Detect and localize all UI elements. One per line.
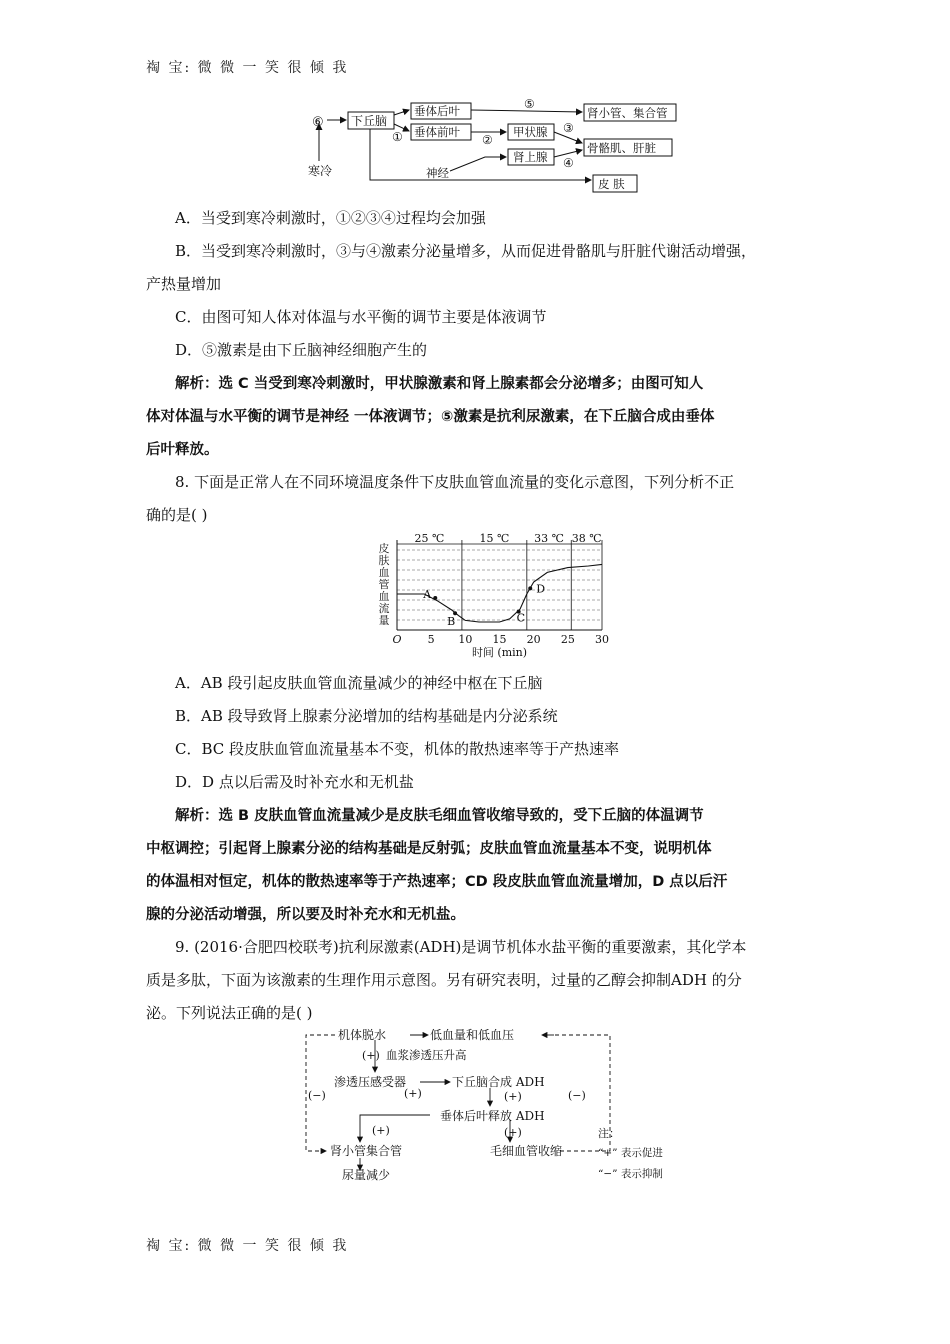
point-label-D: D: [536, 582, 546, 596]
q9-stem-3: 泌。下列说法正确的是( ): [146, 1004, 313, 1022]
x-tick-label: 5: [427, 633, 435, 646]
q8-stem-2: 确的是( ): [146, 506, 208, 524]
osmotic-pressure-label: 血浆渗透压升高: [386, 1048, 467, 1062]
minus-left: (−): [308, 1089, 326, 1102]
note-plus: “+” 表示促进: [598, 1147, 663, 1159]
q7-explanation-2: 体对体温与水平衡的调节是神经 一体液调节；⑤激素是抗利尿激素，在下丘脑合成由垂体: [146, 409, 715, 425]
plus-2: (+): [404, 1087, 422, 1100]
hypothalamus-adh-label: 下丘脑合成 ADH: [452, 1075, 545, 1089]
plus-3: (+): [504, 1090, 522, 1103]
q8-option-d: D．D 点以后需及时补充水和无机盐: [175, 773, 414, 791]
point-label-B: B: [447, 615, 456, 629]
hypothalamus-label: 下丘脑: [351, 114, 388, 128]
y-axis-label-char: 量: [378, 614, 390, 627]
q8-option-a: A．AB 段引起皮肤血管血流量减少的神经中枢在下丘脑: [175, 674, 543, 692]
q8-option-c: C．BC 段皮肤血管血流量基本不变，机体的散热速率等于产热速率: [175, 740, 620, 758]
nerve-label: 神经: [426, 166, 449, 180]
low-blood-volume-label: 低血量和低血压: [430, 1028, 515, 1042]
label-1: ①: [392, 130, 403, 144]
label-3: ③: [563, 121, 574, 135]
label-6: ⑥: [312, 115, 324, 130]
plus-1: (+): [362, 1049, 380, 1062]
q7-option-b: B．当受到寒冷刺激时，③与④激素分泌量增多，从而促进骨骼肌与肝脏代谢活动增强，: [175, 242, 757, 260]
skin-label: 皮 肤: [598, 177, 625, 191]
kidney-label: 肾小管、集合管: [587, 106, 668, 120]
blood-flow-chart: [370, 530, 620, 660]
page-header: 祹 宝: 微 微 一 笑 很 倾 我: [146, 60, 349, 76]
label-2: ②: [482, 133, 493, 147]
q8-stem: 8. 下面是正常人在不同环境温度条件下皮肤血管血流量的变化示意图，下列分析不正: [175, 473, 735, 491]
note-label: 注：: [598, 1127, 620, 1140]
capillary-label: 毛细血管收缩: [490, 1144, 563, 1158]
cold-label: 寒冷: [308, 164, 333, 178]
q7-option-c: C．由图可知人体对体温与水平衡的调节主要是体液调节: [175, 308, 547, 326]
q8-explanation-3: 的体温相对恒定，机体的散热速率等于产热速率；CD 段皮肤血管血流量增加，D 点以后汗: [146, 874, 728, 890]
q7-explanation: 解析：选 C 当受到寒冷刺激时，甲状腺激素和肾上腺素都会分泌增多；由图可知人: [175, 376, 704, 392]
q8-explanation: 解析：选 B 皮肤血管血流量减少是皮肤毛细血管收缩导致的，受下丘脑的体温调节: [175, 808, 704, 824]
y-axis-label-char: 管: [378, 578, 390, 591]
label-5: ⑤: [524, 97, 535, 111]
muscle-liver-label: 骨骼肌、肝脏: [587, 141, 656, 155]
q7-option-a: A．当受到寒冷刺激时，①②③④过程均会加强: [175, 209, 486, 227]
dehydration-label: 机体脱水: [338, 1028, 387, 1042]
minus-right: (−): [568, 1089, 586, 1102]
temperature-band-label: 15 ℃: [479, 532, 510, 545]
temperature-band-label: 25 ℃: [414, 532, 445, 545]
q7-option-b-cont: 产热量增加: [146, 275, 222, 293]
q8-option-b: B．AB 段导致肾上腺素分泌增加的结构基础是内分泌系统: [175, 707, 558, 725]
osmoreceptor-label: 渗透压感受器: [334, 1075, 407, 1089]
y-axis-label-char: 流: [378, 602, 390, 615]
adrenal-label: 肾上腺: [513, 150, 548, 164]
x-tick-label: 30: [595, 633, 609, 646]
x-tick-label: 25: [560, 633, 575, 646]
q9-stem-2: 质是多肽，下面为该激素的生理作用示意图。另有研究表明，过量的乙醇会抑制ADH 的分: [146, 971, 742, 989]
temperature-band-label: 33 ℃: [534, 532, 564, 545]
urine-label: 尿量减少: [342, 1168, 391, 1182]
posterior-pituitary-label: 垂体后叶: [414, 104, 460, 118]
point-label-A: A: [423, 588, 432, 601]
point-A: [433, 596, 437, 600]
q7-option-d: D．⑤激素是由下丘脑神经细胞产生的: [175, 341, 428, 359]
point-D: [528, 586, 532, 590]
y-axis-label-char: 肤: [378, 554, 390, 567]
x-axis-label: 时间 (min): [471, 646, 528, 659]
x-tick-label: 20: [526, 633, 541, 646]
anterior-pituitary-label: 垂体前叶: [414, 125, 460, 139]
temperature-band-label: 38 ℃: [571, 532, 602, 545]
temperature-regulation-diagram: [300, 95, 690, 197]
y-axis-label-char: 皮: [378, 542, 390, 555]
y-axis-label-char: 血: [378, 590, 390, 603]
plus-5: (+): [504, 1126, 522, 1139]
x-tick-label: O: [392, 633, 402, 646]
point-label-C: C: [516, 611, 526, 625]
y-axis-label-char: 血: [378, 566, 390, 579]
label-4: ④: [563, 156, 574, 170]
pituitary-adh-label: 垂体后叶释放 ADH: [440, 1109, 545, 1123]
x-tick-label: 10: [458, 633, 473, 646]
thyroid-label: 甲状腺: [513, 125, 548, 139]
q8-explanation-2: 中枢调控；引起肾上腺素分泌的结构基础是反射弧；皮肤血管血流量基本不变，说明机体: [146, 841, 712, 857]
page-footer: 祹 宝: 微 微 一 笑 很 倾 我: [146, 1238, 349, 1254]
plus-4: (+): [372, 1124, 390, 1137]
kidney-duct-label: 肾小管集合管: [330, 1144, 403, 1158]
q7-explanation-3: 后叶释放。: [146, 442, 219, 458]
note-minus: “−” 表示抑制: [598, 1168, 663, 1180]
q9-stem: 9. (2016·合肥四校联考)抗利尿激素(ADH)是调节机体水盐平衡的重要激素，其化学本: [175, 938, 747, 956]
x-tick-label: 15: [492, 633, 507, 646]
adh-diagram: [300, 1024, 690, 1186]
q8-explanation-4: 腺的分泌活动增强，所以要及时补充水和无机盐。: [146, 907, 465, 923]
